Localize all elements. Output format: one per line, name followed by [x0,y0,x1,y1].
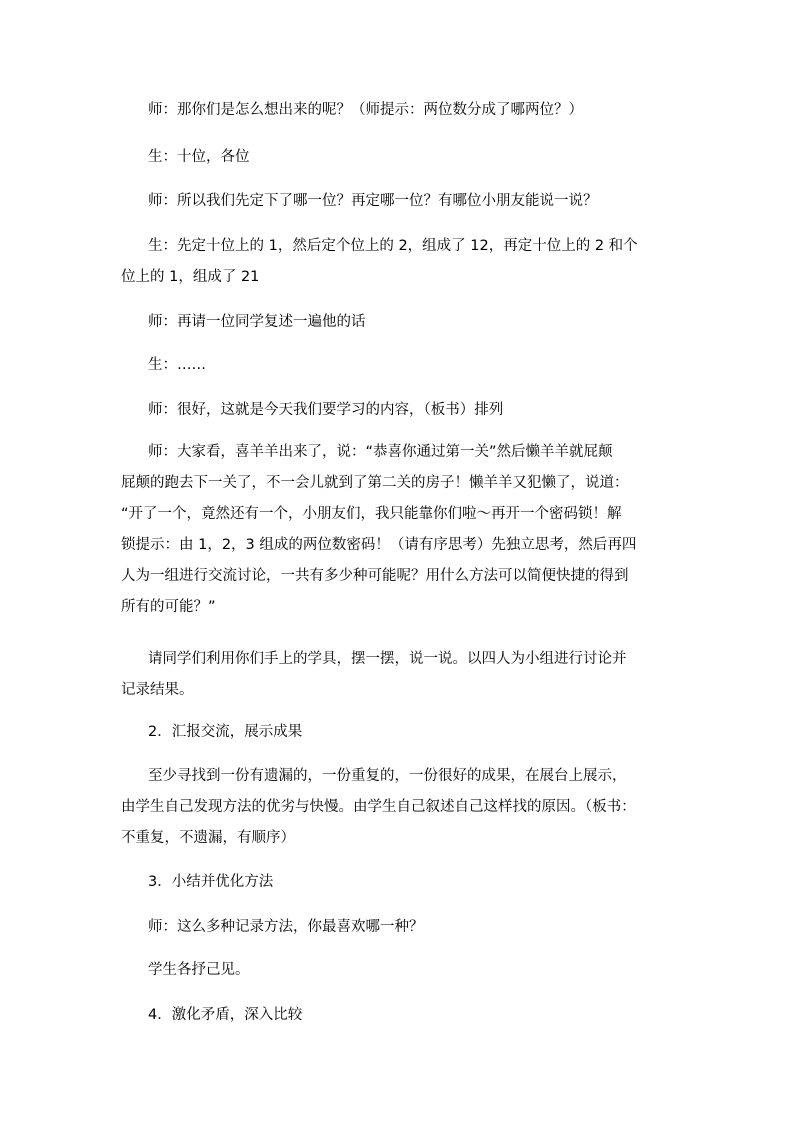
text-line: 人为一组进行交流讨论，一共有多少种可能呢？用什么方法可以简便快捷的得到 [121,568,629,584]
paragraph-student-answer [148,142,704,173]
text-line: 生：…… [148,357,206,373]
text-line: “开了一个，竟然还有一个，小朋友们，我只能靠你们啦～再开一个密码锁！解 [121,506,622,522]
text-line: 学生各抒己见。 [148,962,250,978]
text-line: 2．汇报交流，展示成果 [148,724,303,740]
paragraph-student-ellipsis [148,350,704,381]
text-line: 师：这么多种记录方法，你最喜欢哪一种？ [148,919,424,935]
text-line: 屁颠的跑去下一关了，不一会儿就到了第二关的房子！懒羊羊又犯懒了，说道： [121,475,629,491]
text-line: 师：大家看，喜羊羊出来了，说：“恭喜你通过第一关”然后懒羊羊就屁颠 [148,444,613,460]
text-line: 所有的可能？” [121,599,216,615]
text-line: 师：再请一位同学复述一遍他的话 [148,314,366,330]
paragraph-showcase [121,761,677,854]
paragraph-teacher-question [148,95,704,126]
text-line: 生：十位，各位 [148,149,250,165]
paragraph-teacher-favorite [148,912,704,943]
text-line: 位上的 1，组成了 21 [121,269,260,285]
paragraph-student-explanation [121,231,677,293]
text-line: 不重复，不遗漏，有顺序） [121,830,295,846]
text-line: 3．小结并优化方法 [148,874,274,890]
paragraph-teacher-story [121,437,677,623]
text-line: 锁提示：由 1，2，3 组成的两位数密码！（请有序思考）先独立思考，然后再四 [121,537,637,553]
section-heading-compare [148,1000,704,1031]
paragraph-student-opinions [148,955,704,986]
section-heading-report [148,717,704,748]
text-line: 师：那你们是怎么想出来的呢？（师提示：两位数分成了哪两位？） [148,102,583,118]
text-line: 记录结果。 [121,682,194,698]
text-line: 师：很好，这就是今天我们要学习的内容，（板书）排列 [148,402,504,418]
text-line: 师：所以我们先定下了哪一位？再定哪一位？有哪位小朋友能说一说？ [148,193,598,209]
text-line: 由学生自己发现方法的优劣与快慢。由学生自己叙述自己这样找的原因。（板书： [121,799,636,815]
paragraph-group-activity [121,644,677,706]
paragraph-teacher-prompt [148,186,704,217]
paragraph-teacher-repeat [148,307,704,338]
section-heading-summary [148,867,704,898]
text-line: 请同学们利用你们手上的学具，摆一摆，说一说。以四人为小组进行讨论并 [148,651,627,667]
text-line: 4．激化矛盾，深入比较 [148,1007,303,1023]
text-line: 至少寻找到一份有遗漏的，一份重复的，一份很好的成果，在展台上展示， [148,768,627,784]
paragraph-teacher-topic [148,395,704,426]
text-line: 生：先定十位上的 1，然后定个位上的 2，组成了 12，再定十位上的 2 和个 [148,238,638,254]
